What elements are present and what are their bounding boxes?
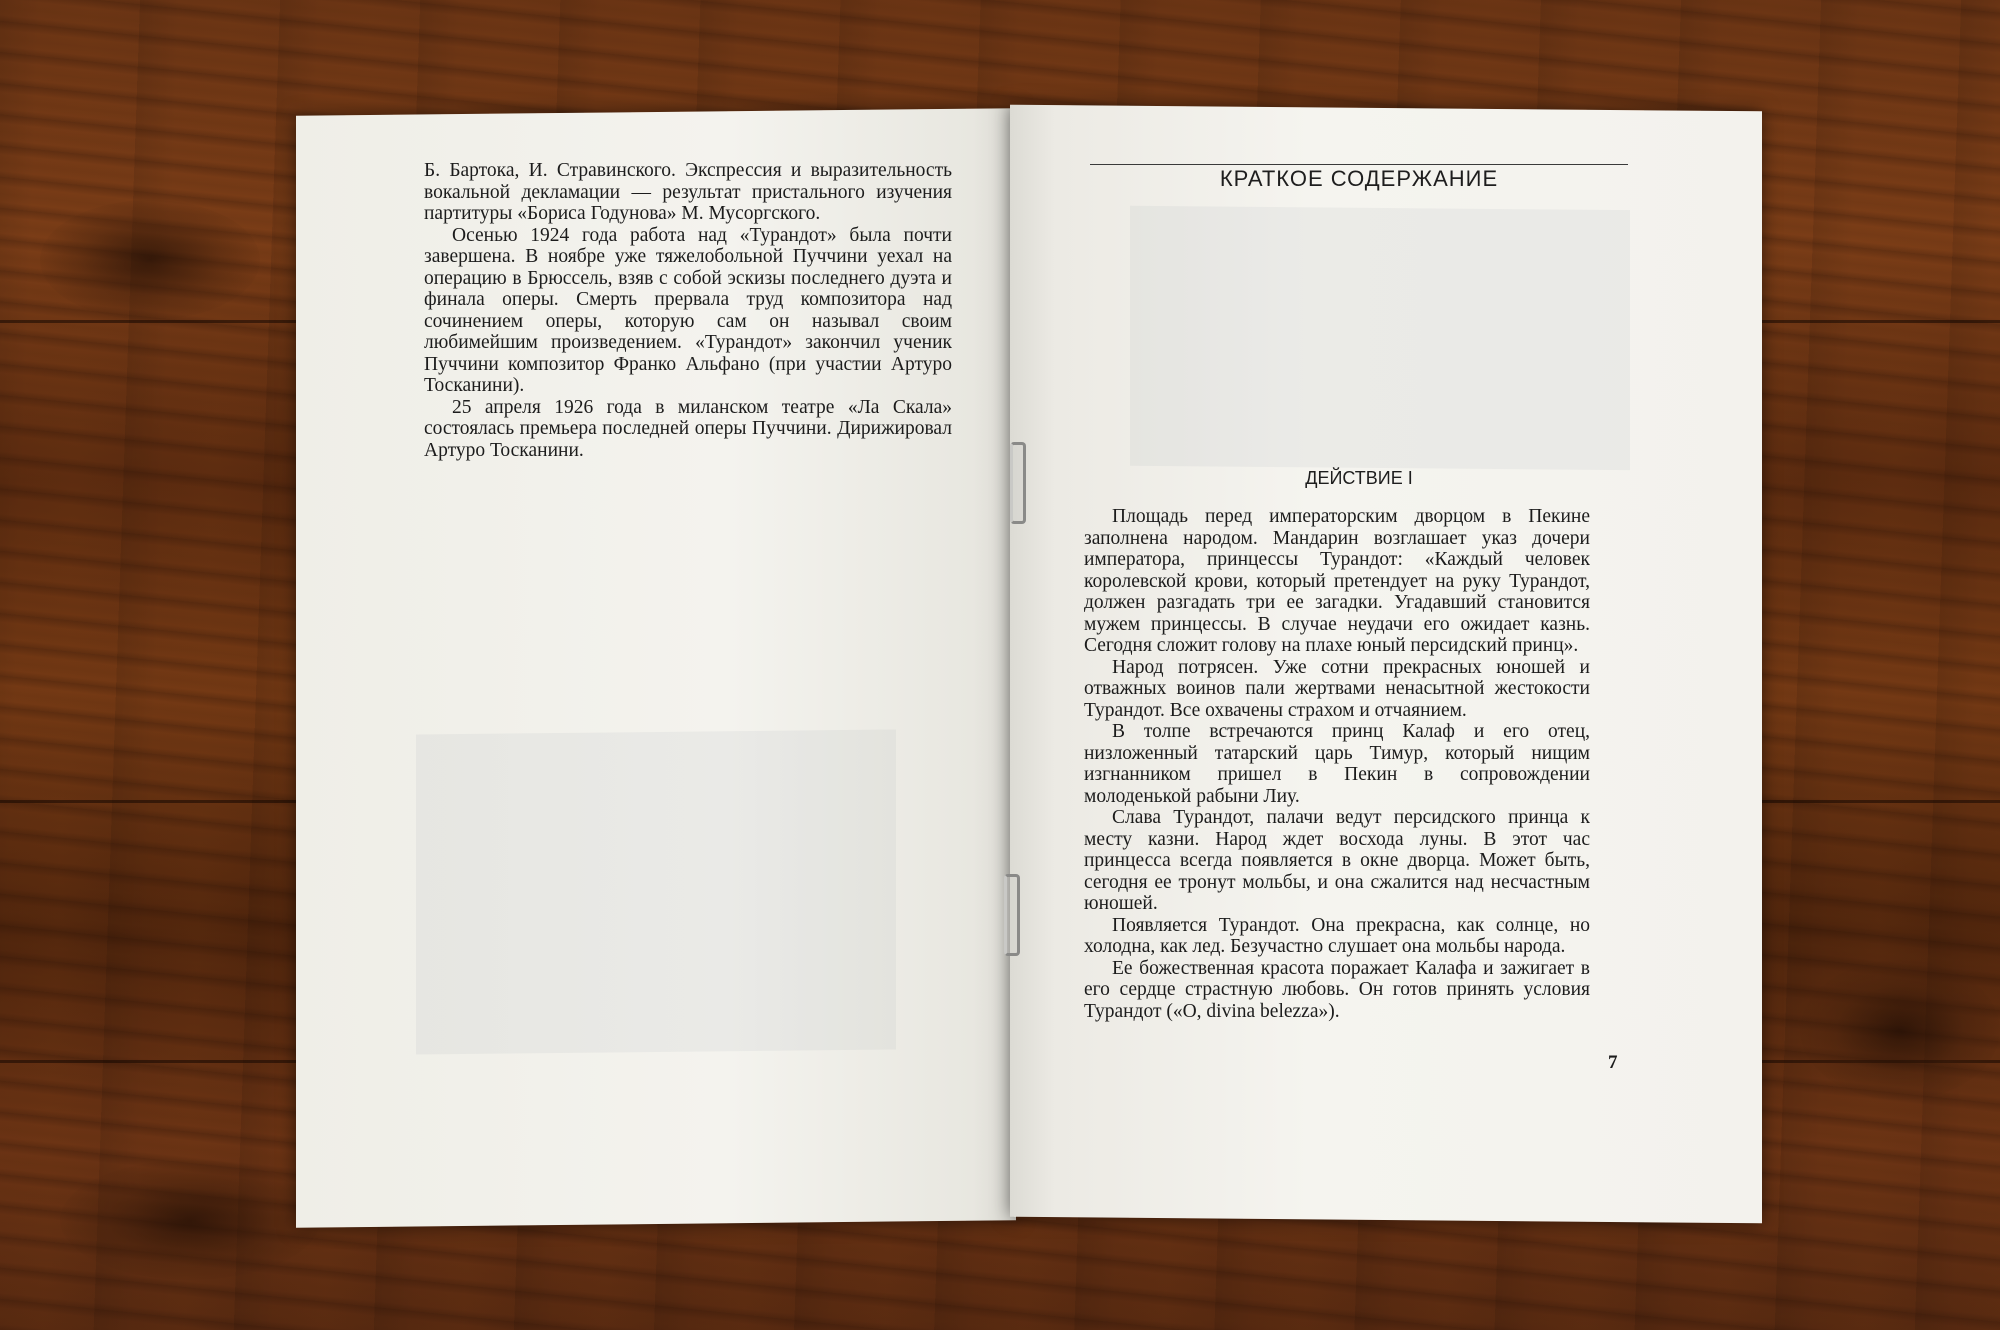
left-page-text <box>424 160 952 461</box>
right-paragraph: В толпе встречаются принц Калаф и его отец, низложенный татарский царь Тимур, который нищим изгнанником пришел в Пекин в сопровождении молоденькой рабыни Лиу. <box>1084 721 1590 807</box>
staple-bottom <box>1004 874 1020 956</box>
heading-rule <box>1090 164 1628 165</box>
right-paragraph: Народ потрясен. Уже сотни прекрасных юношей и отважных воинов пали жертвами ненасытной жестокости Турандот. Все охвачены страхом и отчаянием. <box>1084 656 1590 721</box>
right-paragraph: Слава Турандот, палачи ведут персидского принца к месту казни. Народ ждет восхода луны. В этот час принцесса всегда появляется в окне дворца. Может быть, сегодня ее тронут мольбы, и она сжалится над несчастным юношей. <box>1084 807 1590 914</box>
right-paragraph: Ее божественная красота поражает Калафа и зажигает в его сердце страстную любовь. Он готов принять условия Турандот («О, divina belezza»). <box>1084 957 1590 1022</box>
wood-knot <box>40 200 260 320</box>
left-paragraph: Осенью 1924 года работа над «Турандот» была почти завершена. В ноябре уже тяжелобольной Пуччини уехал на операцию в Брюссель, взяв с собой эскизы последнего дуэта и финала оперы. Смерть прервала труд композитора над сочинением оперы, которую сам он называл своим любимейшим произведением. «Турандот» закончил ученик Пуччини композитор Франко Альфано (при участии Артуро Тосканини). <box>424 224 952 396</box>
page-number: 7 <box>1608 1052 1618 1073</box>
show-through-print <box>416 729 896 1054</box>
right-paragraph: Площадь перед императорским дворцом в Пекине заполнена народом. Мандарин возглашает указ дочери императора, принцессы Турандот: «Каждый человек королевской крови, который претендует на руку Турандот, должен разгадать три ее загадки. Угадавший становится мужем принцессы. В случае неудачи его ожидает казнь. Сегодня сложит голову на плахе юный персидский принц». <box>1084 506 1590 656</box>
right-page-text <box>1084 506 1590 1022</box>
act-heading: ДЕЙСТВИЕ I <box>1305 468 1413 488</box>
wood-knot <box>1800 960 2000 1100</box>
staple-top <box>1010 442 1026 524</box>
left-paragraph: 25 апреля 1926 года в миланском театре «Ла Скала» состоялась премьера последней оперы Пуччини. Дирижировал Артуро Тосканини. <box>424 396 952 461</box>
left-paragraph: Б. Бартока, И. Стравинского. Экспрессия и выразительность вокальной декламации — результат пристального изучения партитуры «Бориса Годунова» М. Мусоргского. <box>424 160 952 224</box>
page-title: КРАТКОЕ СОДЕРЖАНИЕ <box>1219 166 1499 191</box>
right-paragraph: Появляется Турандот. Она прекрасна, как солнце, но холодна, как лед. Безучастно слушает она мольбы народа. <box>1084 914 1590 957</box>
wood-knot <box>60 1160 320 1280</box>
show-through-print <box>1130 206 1630 470</box>
